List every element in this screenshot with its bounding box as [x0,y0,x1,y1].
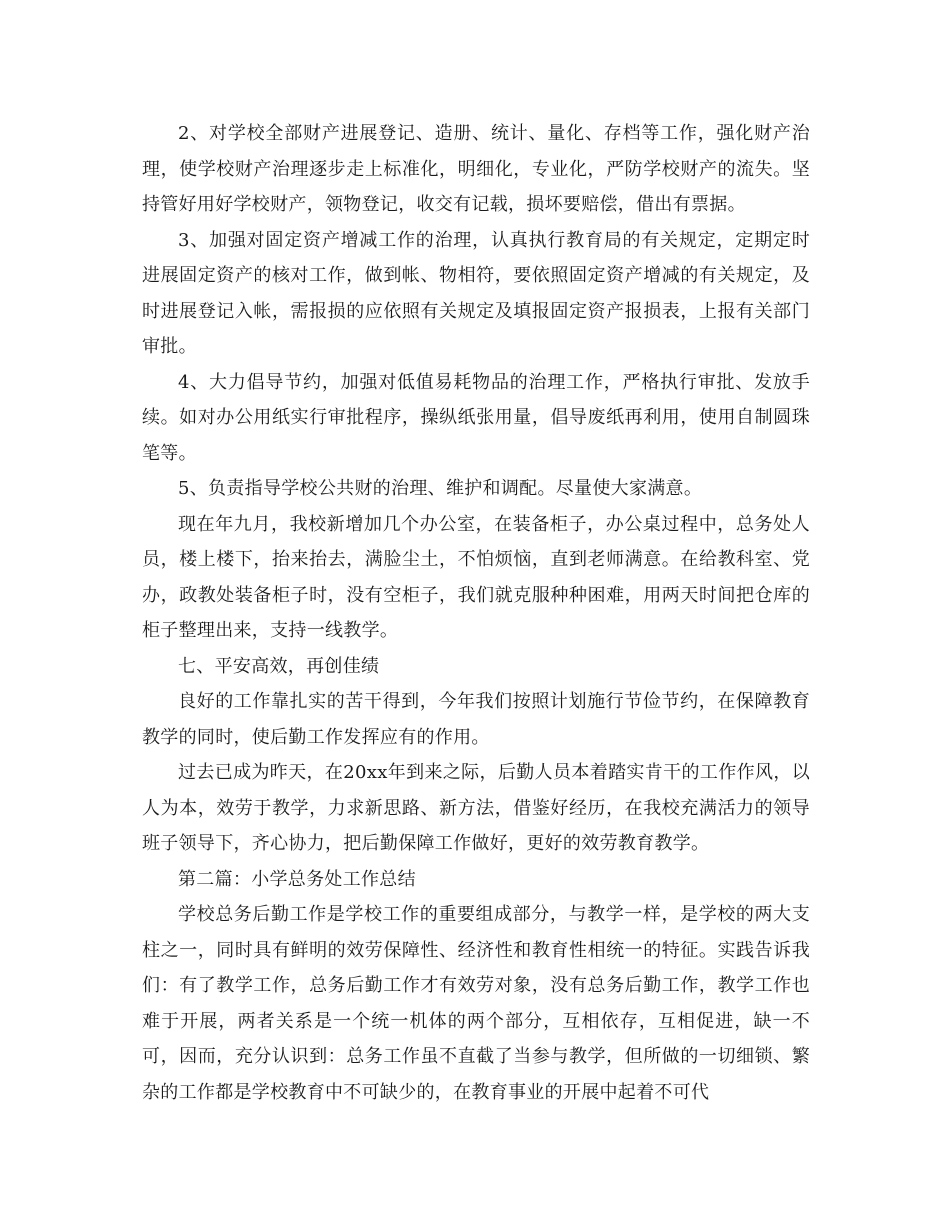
paragraph-saving: 4、大力倡导节约，加强对低值易耗物品的治理工作，严格执行审批、发放手续。如对办公用纸实行审批程序，操纵纸张用量，倡导废纸再利用，使用自制圆珠笔等。 [142,371,810,464]
paragraph-past-and-future: 过去已成为昨天，在20xx年到来之际，后勤人员本着踏实肯干的工作作风，以人为本，效劳于教学，力求新思路、新方法，借鉴好经历，在我校充满活力的领导班子领导下，齐心协力，把后勤保障工作做好，更好的效劳教育教学。 [142,762,810,854]
document-body [142,116,810,1110]
paragraph-office-furniture: 现在年九月，我校新增加几个办公室，在装备柜子，办公桌过程中，总务处人员，楼上楼下，抬来抬去，满脸尘土，不怕烦恼，直到老师满意。在给教科室、党办，政教处装备柜子时，没有空柜子，我们就克服种种困难，用两天时间把仓库的柜子整理出来，支持一线教学。 [142,513,810,641]
paragraph-general-affairs: 学校总务后勤工作是学校工作的重要组成部分，与教学一样，是学校的两大支柱之一，同时具有鲜明的效劳保障性、经济性和教育性相统一的特征。实践告诉我们：有了教学工作，总务后勤工作才有效劳对象，没有总务后勤工作，教学工作也难于开展，两者关系是一个统一机体的两个部分，互相依存，互相促进，缺一不可，因而，充分认识到：总务工作虽不直截了当参与教学，但所做的一切细锁、繁杂的工作都是学校教育中不可缺少的，在教育事业的开展中起着不可代 [142,904,810,1103]
section-heading-part-two: 第二篇：小学总务处工作总结 [178,868,416,890]
paragraph-public-property: 5、负责指导学校公共财的治理、维护和调配。尽量使大家满意。 [178,478,703,499]
paragraph-property-registration: 2、对学校全部财产进展登记、造册、统计、量化、存档等工作，强化财产治理，使学校财产治理逐步走上标准化，明细化，专业化，严防学校财产的流失。坚持管好用好学校财产，领物登记，收交有记载，损坏要赔偿，借出有票据。 [142,123,810,215]
paragraph-good-work: 良好的工作靠扎实的苦干得到，今年我们按照计划施行节俭节约，在保障教育教学的同时，使后勤工作发挥应有的作用。 [142,691,810,748]
section-heading-seven: 七、平安高效，再创佳绩 [178,655,380,677]
paragraph-fixed-assets: 3、加强对固定资产增减工作的治理，认真执行教育局的有关规定，定期定时进展固定资产的核对工作，做到帐、物相符，要依照固定资产增减的有关规定，及时进展登记入帐，需报损的应依照有关规定及填报固定资产报损表，上报有关部门审批。 [142,229,810,357]
